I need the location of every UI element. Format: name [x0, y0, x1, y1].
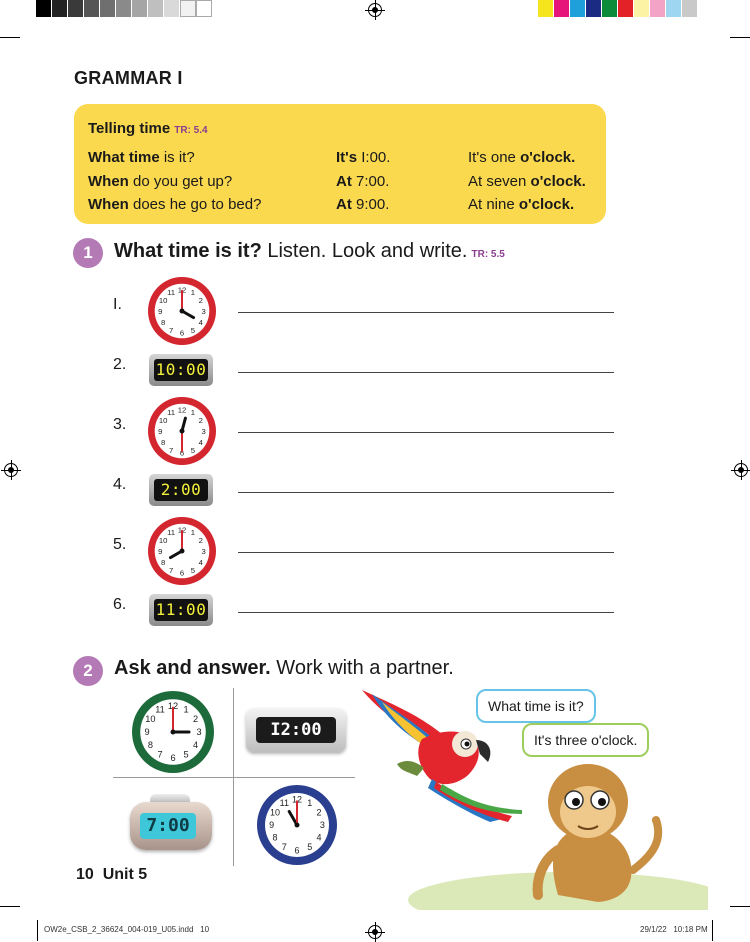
svg-text:9: 9 [158, 547, 163, 556]
svg-text:9: 9 [158, 307, 163, 316]
svg-text:6: 6 [170, 753, 176, 763]
grayscale-bar [36, 0, 212, 17]
item-number: 2. [113, 356, 127, 373]
digital-display: I2:00 [256, 717, 336, 743]
grammar-box-title: Telling time TR: 5.4 [88, 120, 208, 137]
crop-mark [730, 906, 750, 907]
crop-mark [0, 906, 20, 907]
svg-text:5: 5 [183, 749, 189, 760]
speech-bubble-monkey: It's three o'clock. [522, 723, 649, 757]
svg-text:4: 4 [198, 317, 203, 327]
section-title: GRAMMAR I [74, 68, 183, 88]
alarm-clock [130, 794, 212, 852]
svg-text:8: 8 [161, 437, 166, 447]
answer-line[interactable] [238, 612, 614, 613]
svg-text:10: 10 [158, 296, 168, 306]
item-number: 6. [113, 596, 127, 613]
speech-bubble-parrot: What time is it? [476, 689, 596, 723]
svg-text:12: 12 [167, 701, 179, 711]
svg-text:7: 7 [169, 325, 174, 335]
svg-text:12: 12 [177, 525, 187, 535]
svg-text:7: 7 [281, 842, 287, 852]
svg-text:1: 1 [190, 528, 196, 538]
file-slug: OW2e_CSB_2_36624_004-019_U05.indd 10 [44, 925, 210, 934]
grammar-row: When does he go to bed? At 9:00. At nine o'clock. [88, 196, 575, 213]
registration-mark-left [4, 463, 18, 477]
svg-text:9: 9 [269, 820, 275, 830]
svg-text:11: 11 [167, 408, 176, 418]
svg-text:9: 9 [158, 427, 163, 436]
svg-text:5: 5 [307, 842, 313, 852]
track-label: TR: 5.5 [471, 249, 505, 260]
svg-text:4: 4 [198, 437, 203, 447]
color-bar [538, 0, 698, 17]
svg-text:11: 11 [167, 528, 176, 538]
svg-text:5: 5 [190, 565, 196, 575]
analog-clock [147, 516, 217, 591]
svg-text:11: 11 [279, 798, 289, 808]
svg-text:7: 7 [169, 565, 174, 575]
svg-text:2: 2 [198, 536, 203, 546]
activity-instruction: Ask and answer. Work with a partner. [114, 657, 454, 679]
svg-text:9: 9 [144, 727, 150, 737]
analog-clock [147, 396, 217, 471]
svg-text:4: 4 [198, 557, 203, 567]
item-number: 3. [113, 416, 127, 433]
svg-text:3: 3 [201, 427, 206, 436]
crop-mark [712, 920, 713, 941]
svg-text:6: 6 [179, 328, 185, 338]
svg-text:1: 1 [183, 704, 189, 715]
svg-text:10: 10 [145, 714, 156, 724]
svg-text:12: 12 [291, 794, 303, 805]
svg-text:4: 4 [193, 740, 199, 750]
svg-text:8: 8 [147, 740, 153, 750]
answer-line[interactable] [238, 372, 614, 373]
answer-line[interactable] [238, 432, 614, 433]
svg-text:11: 11 [155, 704, 165, 715]
svg-text:2: 2 [198, 416, 203, 426]
digital-clock [246, 708, 346, 752]
answer-line[interactable] [238, 312, 614, 313]
svg-text:2: 2 [316, 807, 322, 818]
svg-text:3: 3 [196, 727, 202, 737]
monkey-illustration [408, 760, 708, 910]
activity-instruction: What time is it? Listen. Look and write. TR: 5.5 [114, 240, 505, 262]
crop-mark [0, 37, 20, 38]
digital-display: 7:00 [140, 813, 196, 839]
svg-text:1: 1 [190, 288, 196, 298]
digital-display: 11:00 [155, 600, 207, 619]
digital-clock [149, 474, 213, 506]
svg-text:2: 2 [193, 714, 199, 724]
digital-display: 10:00 [155, 360, 207, 379]
svg-text:10: 10 [269, 807, 281, 818]
digital-display: 2:00 [154, 479, 208, 501]
svg-text:5: 5 [190, 445, 196, 455]
crop-mark [37, 920, 38, 941]
svg-text:8: 8 [161, 317, 166, 327]
item-number: 4. [113, 476, 127, 493]
svg-text:8: 8 [272, 832, 278, 843]
registration-mark-bottom [368, 925, 382, 939]
svg-text:12: 12 [177, 405, 187, 415]
item-number: 5. [113, 536, 127, 553]
svg-text:10: 10 [158, 536, 168, 546]
activity-number: 2 [73, 656, 103, 686]
analog-clock [256, 784, 338, 871]
svg-text:12: 12 [177, 285, 187, 295]
grammar-row: When do you get up? At 7:00. At seven o'clock. [88, 173, 586, 190]
svg-text:8: 8 [161, 557, 166, 567]
answer-line[interactable] [238, 552, 614, 553]
svg-text:6: 6 [179, 568, 185, 578]
svg-text:11: 11 [167, 288, 176, 298]
analog-clock [147, 276, 217, 351]
crop-mark [730, 37, 750, 38]
item-number: I. [113, 296, 122, 313]
svg-text:3: 3 [319, 820, 325, 830]
date-slug: 29/1/22 10:18 PM [640, 925, 708, 934]
page-footer: 10 Unit 5 [76, 866, 148, 883]
activity-number: 1 [73, 238, 103, 268]
svg-text:1: 1 [307, 798, 313, 808]
svg-text:7: 7 [157, 749, 163, 760]
svg-text:3: 3 [201, 547, 206, 556]
svg-text:3: 3 [201, 307, 206, 316]
svg-text:2: 2 [198, 296, 203, 306]
svg-text:10: 10 [158, 416, 168, 426]
digital-clock [149, 354, 213, 386]
svg-text:6: 6 [294, 845, 300, 856]
svg-text:4: 4 [316, 832, 322, 843]
svg-text:6: 6 [179, 448, 185, 458]
svg-text:7: 7 [169, 445, 174, 455]
registration-mark-right [734, 463, 748, 477]
svg-text:1: 1 [190, 408, 196, 418]
grammar-row: What time is it? It's I:00. It's one o'clock. [88, 149, 576, 166]
track-label: TR: 5.4 [174, 125, 208, 136]
analog-clock [131, 690, 215, 779]
registration-mark-top [368, 3, 382, 17]
answer-line[interactable] [238, 492, 614, 493]
svg-text:5: 5 [190, 325, 196, 335]
digital-clock [149, 594, 213, 626]
grammar-box [74, 104, 606, 224]
